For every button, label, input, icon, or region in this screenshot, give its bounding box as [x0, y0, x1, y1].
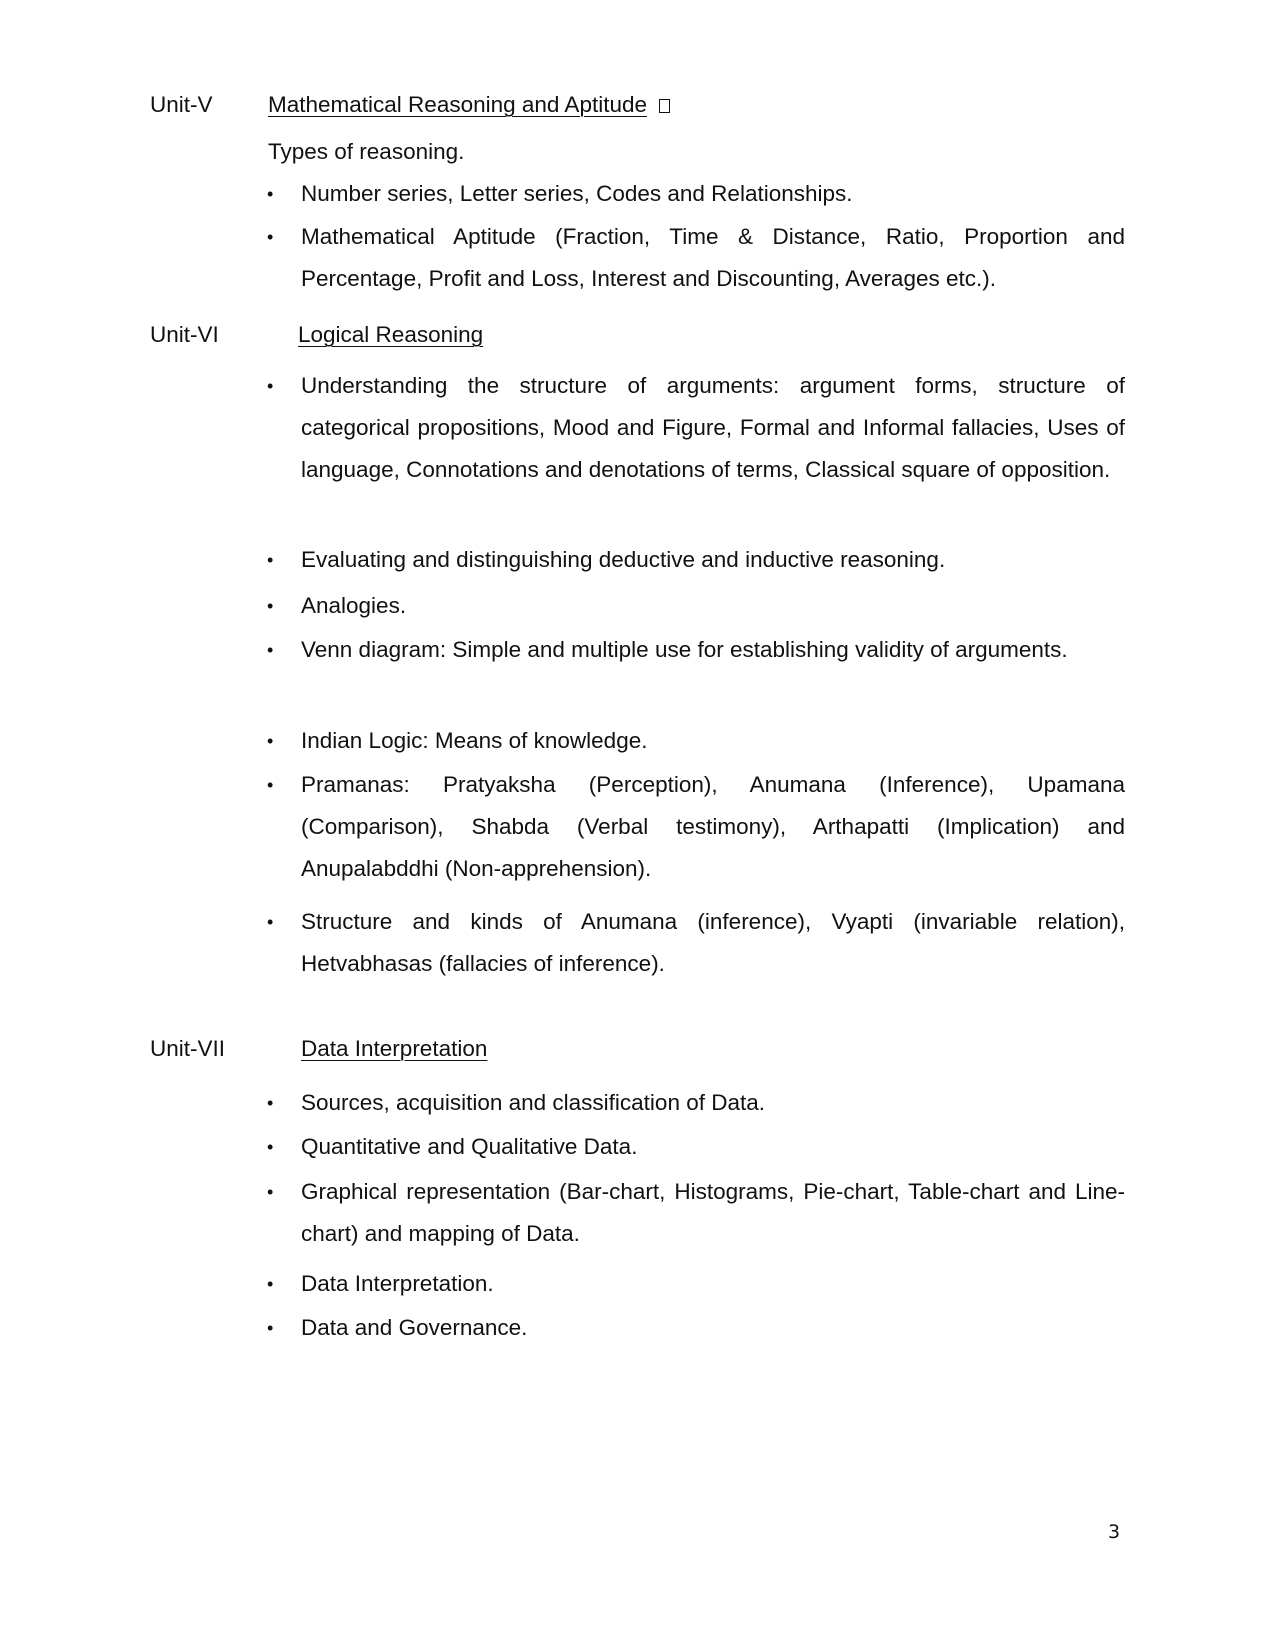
- list-item: • Sources, acquisition and classification of Data.: [301, 1082, 1125, 1124]
- list-item: • Analogies.: [301, 585, 1125, 627]
- list-item: • Indian Logic: Means of knowledge.: [301, 720, 1125, 762]
- list-item: • Structure and kinds of Anumana (inference), Vyapti (invariable relation), Hetvabhasas (fallacies of inference).: [301, 901, 1125, 985]
- list-item: • Data and Governance.: [301, 1307, 1125, 1349]
- list-item: • Quantitative and Qualitative Data.: [301, 1126, 1125, 1168]
- unit-5-intro: Types of reasoning.: [268, 139, 465, 164]
- unit-5-label: Unit-V: [150, 92, 213, 117]
- unit-7-title: Data Interpretation: [301, 1036, 488, 1061]
- unit-6-label: Unit-VI: [150, 322, 219, 347]
- box-glyph-icon: [659, 99, 670, 113]
- list-item: • Evaluating and distinguishing deductive and inductive reasoning.: [301, 539, 1125, 581]
- unit-5-title: [268, 90, 670, 120]
- list-item: • Graphical representation (Bar-chart, Histograms, Pie-chart, Table-chart and Line-chart) and mapping of Data.: [301, 1171, 1125, 1255]
- list-item: • Understanding the structure of arguments: argument forms, structure of categorical propositions, Mood and Figure, Formal and Informal fallacies, Uses of language, Connotations and denotations of terms, Classical square of opposition.: [301, 365, 1125, 491]
- unit-6-title: Logical Reasoning: [298, 322, 484, 347]
- list-item: • Number series, Letter series, Codes and Relationships.: [301, 173, 1125, 215]
- list-item: • Data Interpretation.: [301, 1263, 1125, 1305]
- unit-5-title-text: Mathematical Reasoning and Aptitude: [268, 92, 647, 117]
- list-item: • Mathematical Aptitude (Fraction, Time & Distance, Ratio, Proportion and Percentage, Profit and Loss, Interest and Discounting, Averages etc.).: [301, 216, 1125, 300]
- list-item: • Pramanas: Pratyaksha (Perception), Anumana (Inference), Upamana (Comparison), Shabda (Verbal testimony), Arthapatti (Implication) and Anupalabddhi (Non-apprehension).: [301, 764, 1125, 890]
- unit-7-label: Unit-VII: [150, 1036, 226, 1061]
- list-item: • Venn diagram: Simple and multiple use for establishing validity of arguments.: [301, 629, 1125, 671]
- page-number: 3: [1108, 1521, 1121, 1543]
